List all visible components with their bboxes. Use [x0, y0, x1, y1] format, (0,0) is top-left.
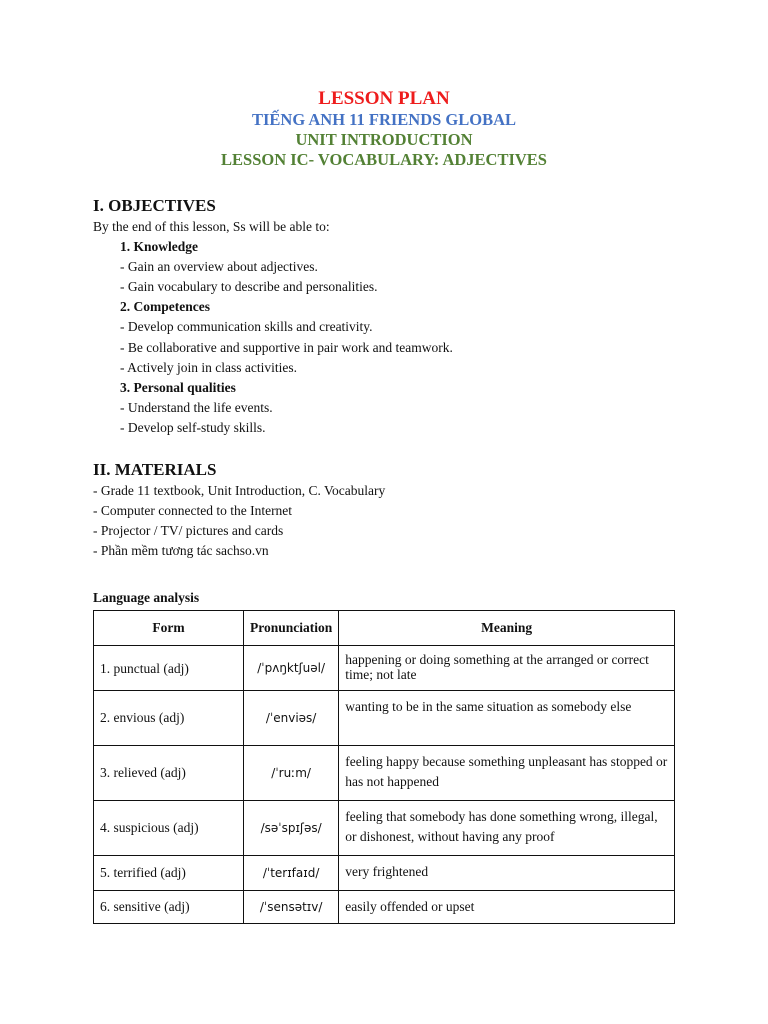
competences-heading: 2. Competences — [120, 299, 210, 315]
objectives-intro: By the end of this lesson, Ss will be able to: — [93, 219, 330, 234]
meaning-cell: feeling happy because something unpleasant has stopped or has not happened — [339, 746, 675, 801]
language-analysis-table — [93, 610, 675, 924]
table-row — [94, 691, 675, 746]
pronunciation-cell: /ˈpʌŋktʃuəl/ — [244, 646, 339, 691]
meaning-cell: wanting to be in the same situation as somebody else — [339, 691, 675, 746]
materials-item: - Grade 11 textbook, Unit Introduction, C. Vocabulary — [93, 483, 386, 498]
materials-item: - Projector / TV/ pictures and cards — [93, 523, 284, 539]
form-cell: 1. punctual (adj) — [94, 646, 244, 691]
title-block — [0, 88, 768, 170]
lesson-title: LESSON IC- VOCABULARY: ADJECTIVES — [221, 150, 547, 169]
pronunciation-cell: /ˈterɪfaɪd/ — [244, 856, 339, 891]
meaning-cell: easily offended or upset — [339, 891, 675, 924]
meaning-header: Meaning — [339, 611, 675, 646]
materials-section — [93, 459, 708, 561]
pronunciation-cell: /ˈruːm/ — [244, 746, 339, 801]
materials-item: - Computer connected to the Internet — [93, 503, 293, 519]
table-row — [94, 856, 675, 891]
meaning-cell: very frightened — [339, 856, 675, 891]
course-title: TIẾNG ANH 11 FRIENDS GLOBAL — [251, 110, 517, 129]
materials-item: - Phần mềm tương tác sachso.vn — [93, 543, 269, 559]
objectives-heading: I. OBJECTIVES — [93, 196, 216, 215]
pronunciation-cell: /səˈspɪʃəs/ — [244, 801, 339, 856]
table-row — [94, 801, 675, 856]
competences-item: - Be collaborative and supportive in pair work and teamwork. — [120, 339, 453, 355]
objectives-section — [93, 195, 708, 438]
meaning-cell: happening or doing something at the arranged or correct time; not late — [339, 646, 675, 691]
knowledge-heading: 1. Knowledge — [120, 239, 199, 255]
form-cell: 4. suspicious (adj) — [94, 801, 244, 856]
personal-qualities-item: - Understand the life events. — [120, 399, 273, 415]
table-header-row — [94, 611, 675, 646]
table-row — [94, 746, 675, 801]
competences-item: - Actively join in class activities. — [120, 359, 297, 375]
unit-title: UNIT INTRODUCTION — [295, 130, 473, 149]
pronunciation-header: Pronunciation — [244, 611, 339, 646]
pronunciation-cell: /ˈenviəs/ — [244, 691, 339, 746]
form-cell: 3. relieved (adj) — [94, 746, 244, 801]
table-row — [94, 891, 675, 924]
form-cell: 6. sensitive (adj) — [94, 891, 244, 924]
form-cell: 2. envious (adj) — [94, 691, 244, 746]
personal-qualities-heading: 3. Personal qualities — [120, 379, 236, 395]
form-header: Form — [94, 611, 244, 646]
knowledge-item: - Gain an overview about adjectives. — [120, 259, 318, 275]
document-title: LESSON PLAN — [318, 88, 450, 109]
competences-item: - Develop communication skills and creativity. — [120, 319, 373, 335]
form-cell: 5. terrified (adj) — [94, 856, 244, 891]
personal-qualities-item: - Develop self-study skills. — [120, 419, 266, 435]
table-row — [94, 646, 675, 691]
meaning-cell: feeling that somebody has done something wrong, illegal, or dishonest, without having any proof — [339, 801, 675, 856]
pronunciation-cell: /ˈsensətɪv/ — [244, 891, 339, 924]
knowledge-item: - Gain vocabulary to describe and personalities. — [120, 279, 378, 295]
materials-heading: II. MATERIALS — [93, 460, 217, 479]
language-analysis-label: Language analysis — [93, 590, 200, 605]
